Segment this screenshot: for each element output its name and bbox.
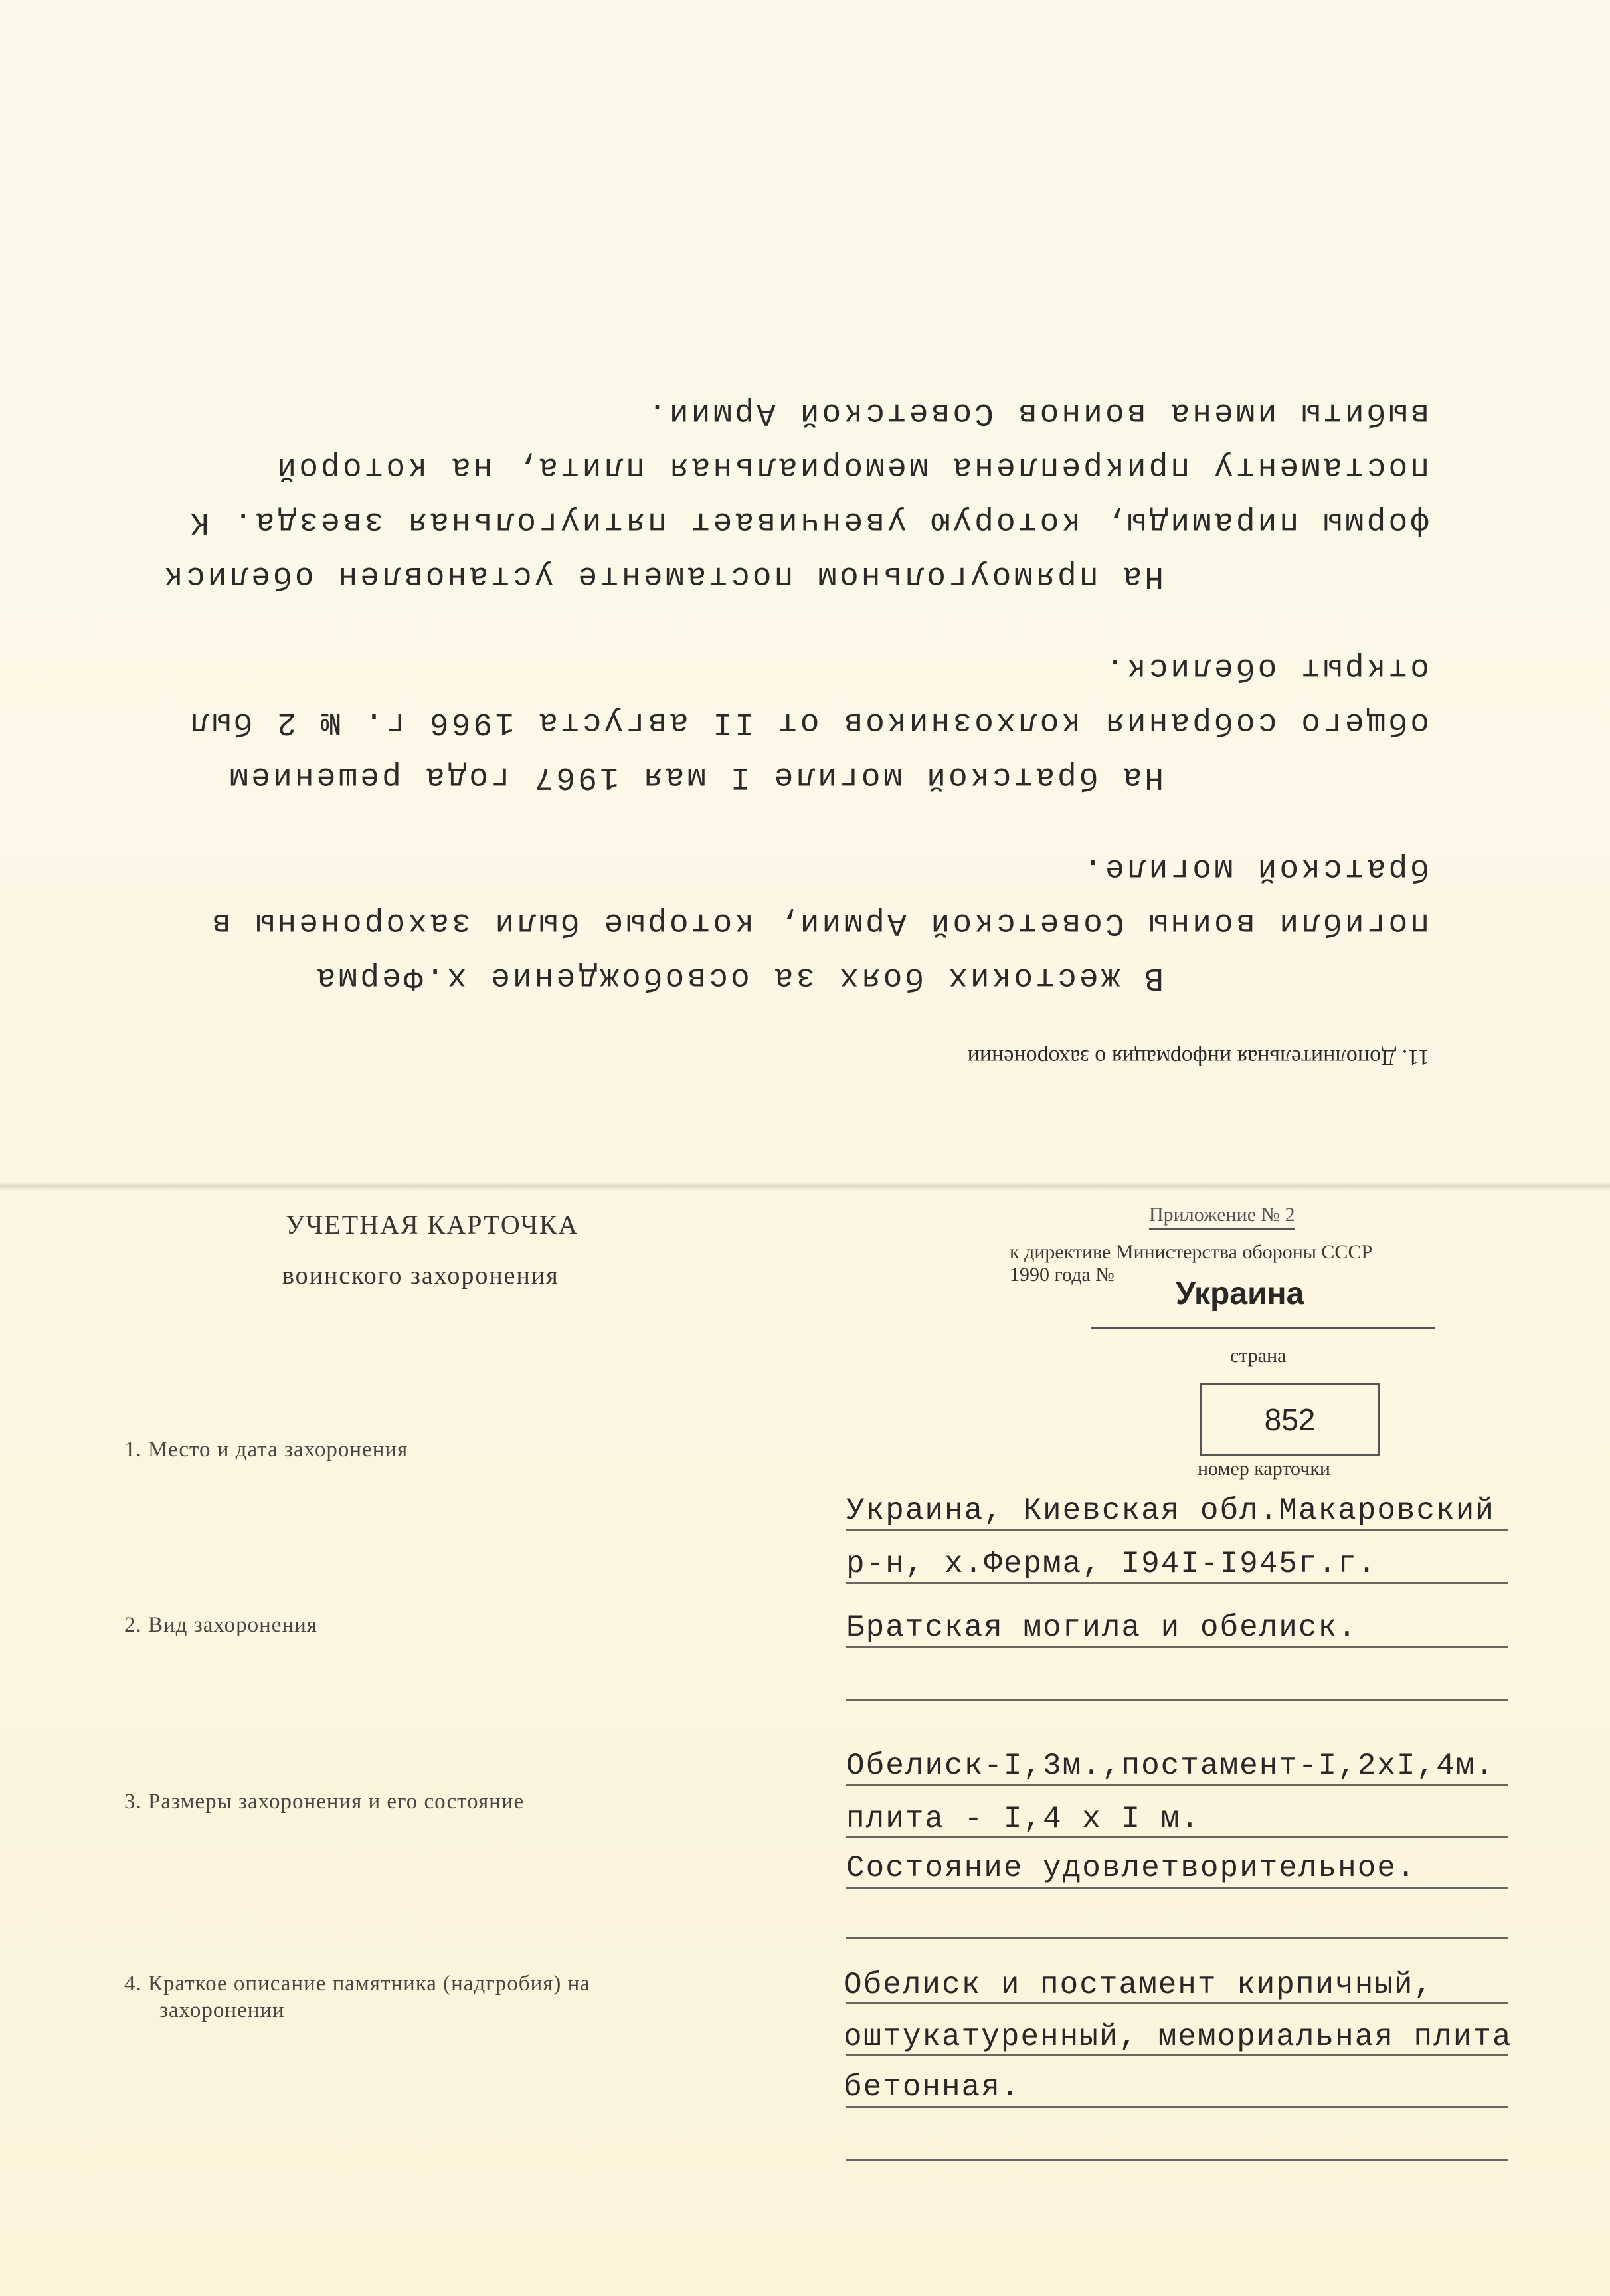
item-4-label: 4. Краткое описание памятника (надгробия) на — [124, 1972, 590, 1996]
appendix-label: Приложение № 2 — [1149, 1204, 1295, 1230]
underline — [846, 1937, 1508, 1939]
underline — [846, 1529, 1508, 1531]
card-subtitle: воинского захоронения — [282, 1262, 559, 1290]
item-3-label: 3. Размеры захоронения и его состояние — [124, 1790, 525, 1814]
underline — [846, 1836, 1508, 1838]
directive-label: к директиве Министерства обороны СССР — [1010, 1241, 1373, 1263]
reverse-side-text-upside-down — [161, 395, 1429, 1070]
country-value: Украина — [1176, 1276, 1304, 1311]
card-number-box — [1200, 1383, 1380, 1456]
card-title: УЧЕТНАЯ КАРТОЧКА — [286, 1210, 579, 1240]
item-1-label: 1. Место и дата захоронения — [124, 1438, 408, 1462]
item-3-line: Обелиск-I,3м.,постамент-I,2xI,4м. — [846, 1749, 1495, 1783]
item-4-label-cont: захоронении — [159, 1998, 285, 2022]
country-caption: страна — [1230, 1345, 1287, 1367]
item-1-line: р-н, х.Ферма, I94I-I945г.г. — [846, 1547, 1378, 1581]
underline — [846, 1887, 1508, 1889]
item-3-line: Состояние удовлетворительное. — [846, 1851, 1417, 1885]
paragraph: На прямоугольном постаменте установлен обелиск формы пирамиды, которую увенчивает пятиугольная звезда. К постаменту прикреплена мемориальная плита, на которой выбиты имена воинов Советской Армии. — [161, 395, 1429, 594]
underline — [846, 1784, 1508, 1786]
underline — [846, 2054, 1508, 2056]
item-2-line: Братская могила и обелиск. — [846, 1610, 1358, 1645]
paragraph: В жестоких боях за освобождение х.Ферма погибли воины Советской Армии, которые были захоронены в братской могиле. — [209, 850, 1429, 995]
paper-fold-line — [0, 1181, 1610, 1191]
underline — [846, 1646, 1508, 1648]
item-3-line: плита - I,4 x I м. — [846, 1802, 1200, 1836]
underline — [846, 1699, 1508, 1701]
paragraph: На братской могиле I мая 1967 года решением общего собрания колхозников от II августа 1966 г. № 2 был открыт обелиск. — [187, 650, 1429, 795]
card-number-caption: номер карточки — [1198, 1458, 1330, 1480]
country-underline — [1091, 1327, 1435, 1329]
item-2-label: 2. Вид захоронения — [124, 1613, 317, 1637]
item-4-line: бетонная. — [844, 2070, 1021, 2105]
item-4-line: Обелиск и постамент кирпичный, — [844, 1968, 1434, 2002]
underline — [846, 2002, 1508, 2004]
underline — [846, 2106, 1508, 2108]
item-1-line: Украина, Киевская обл.Макаровский — [846, 1493, 1495, 1528]
year-label: 1990 года № — [1010, 1264, 1115, 1286]
underline — [846, 1582, 1508, 1584]
card-number: 852 — [1264, 1402, 1316, 1437]
underline — [846, 2159, 1508, 2161]
section-11-header: 11. Дополнительная информация о захоронении — [967, 1045, 1429, 1070]
item-4-line: оштукатуренный, мемориальная плита — [844, 2020, 1512, 2054]
